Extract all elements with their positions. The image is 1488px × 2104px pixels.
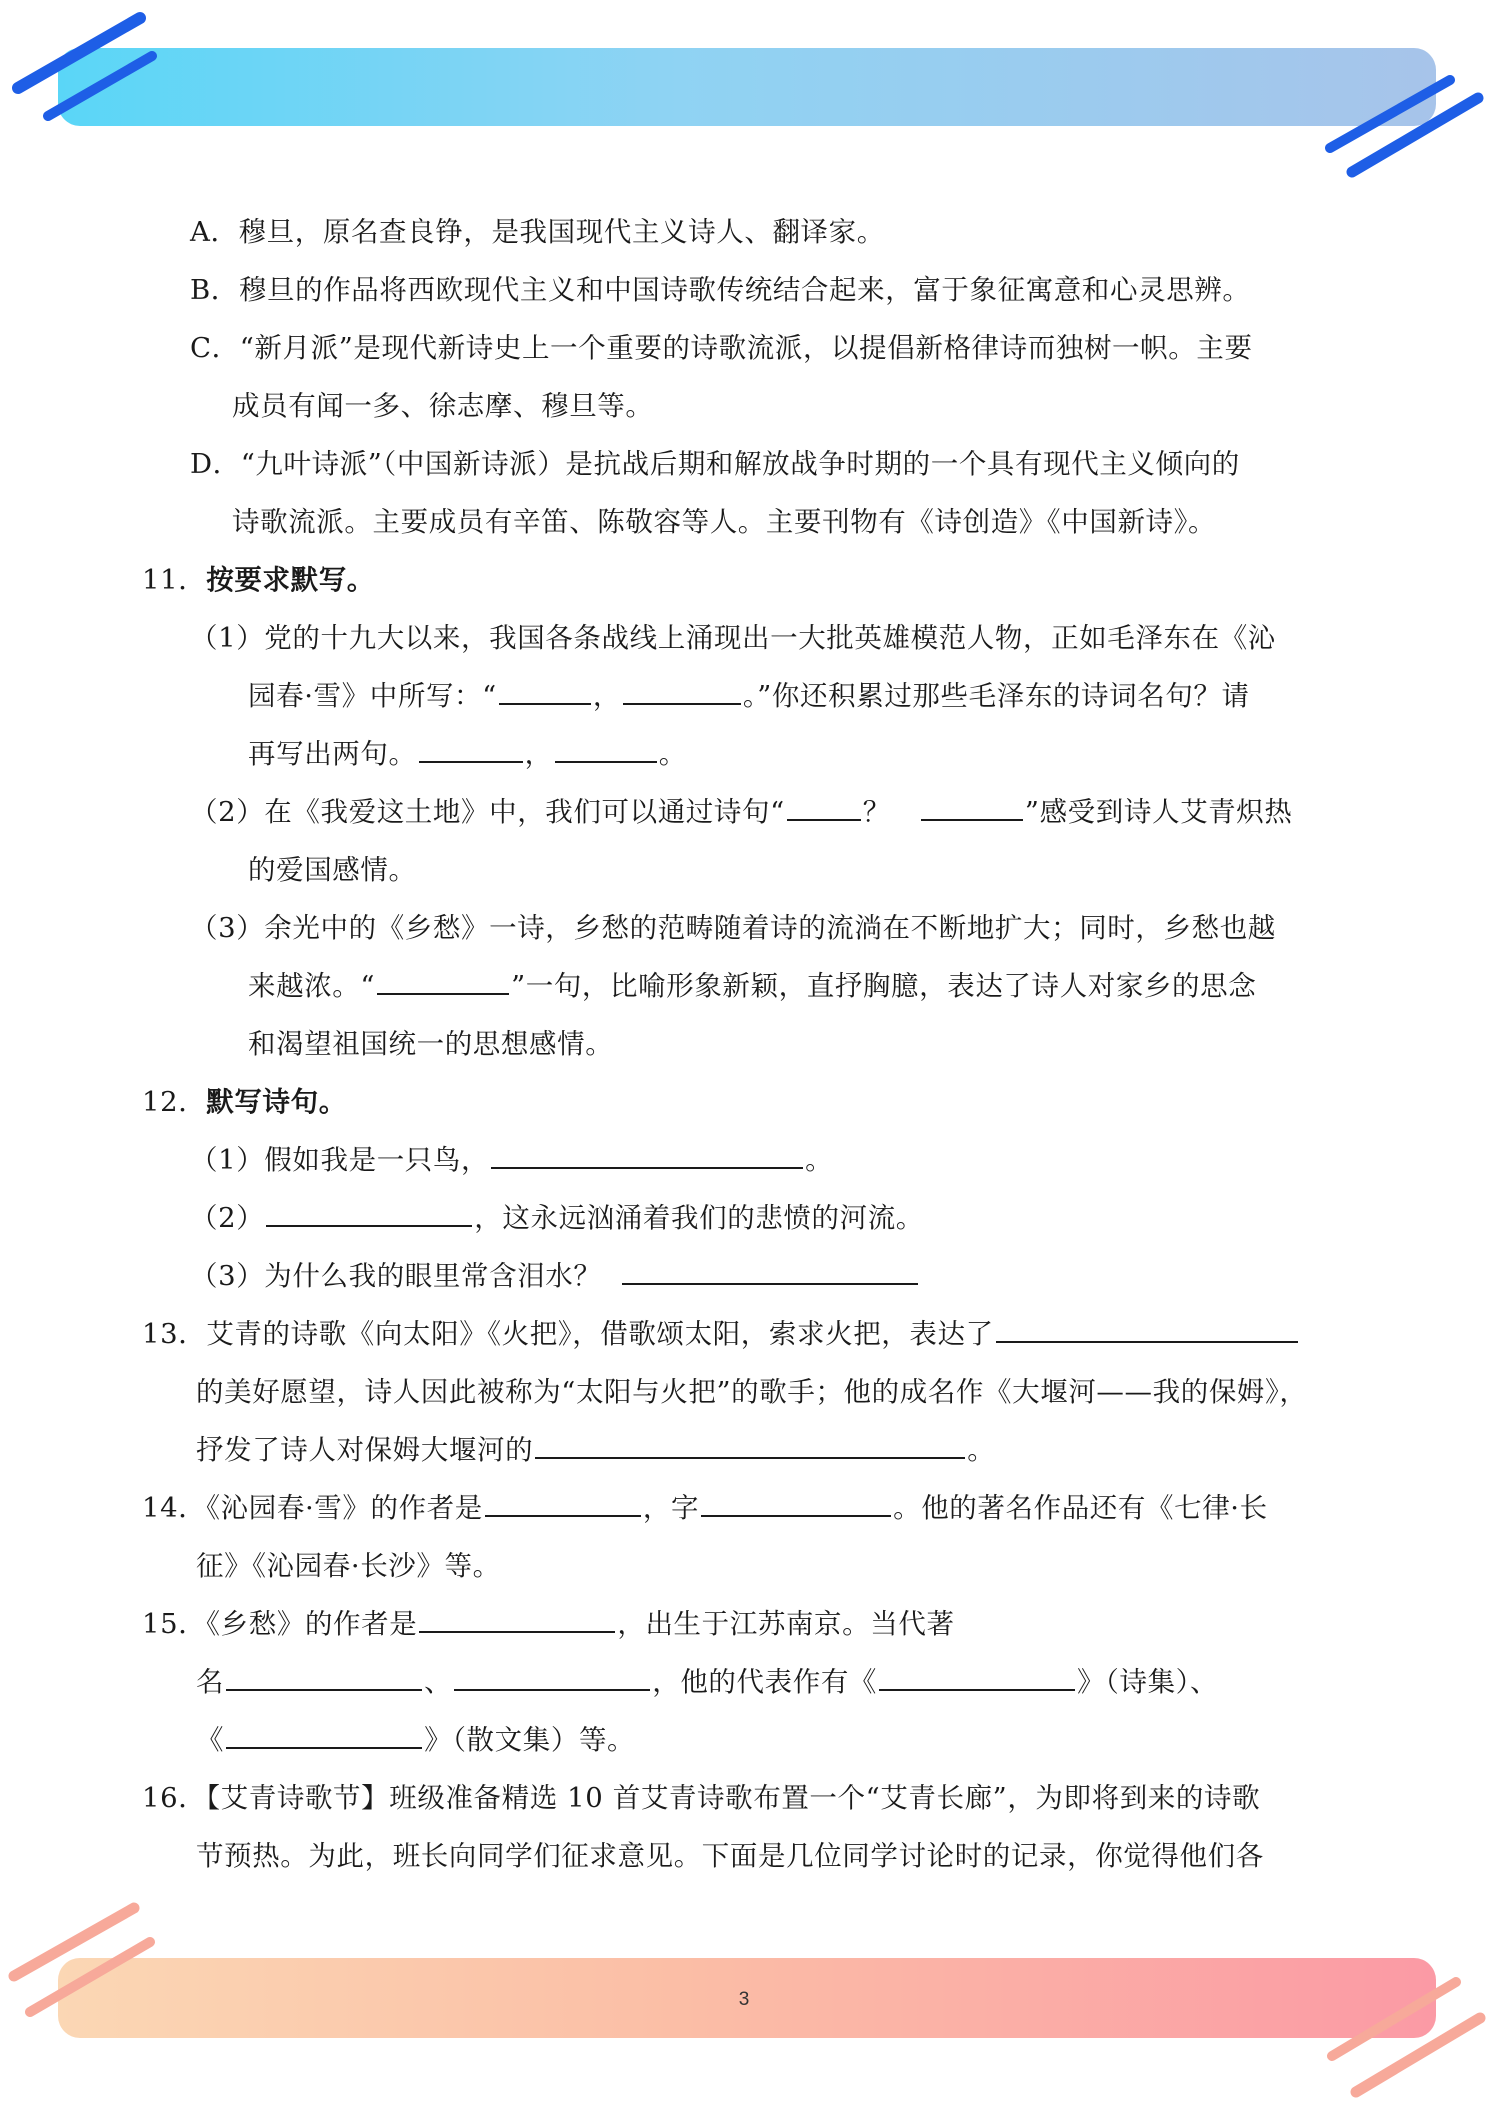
text: （1）假如我是一只鸟， (190, 1144, 490, 1176)
answer-blank[interactable] (454, 1663, 650, 1691)
text: ，字 (642, 1492, 700, 1524)
q11-part2-line2: 的爱国感情。 (248, 854, 417, 886)
answer-blank[interactable] (377, 967, 509, 995)
text: 再写出两句。 (248, 738, 417, 770)
text: 《 (196, 1724, 225, 1756)
text: 13．艾青的诗歌《向太阳》《火把》，借歌颂太阳，索求火把，表达了 (142, 1318, 994, 1350)
header-stripes-left (0, 0, 180, 140)
answer-blank[interactable] (226, 1721, 422, 1749)
question-title: 按要求默写。 (206, 564, 375, 596)
q12-part3 (190, 1256, 920, 1296)
answer-blank[interactable] (499, 677, 591, 705)
text: （2） (190, 1202, 265, 1234)
text: 》（散文集）等。 (424, 1724, 636, 1756)
text: ， (524, 738, 553, 770)
answer-blank[interactable] (535, 1431, 965, 1459)
header-stripes-right (1310, 60, 1488, 190)
text: 名 (196, 1666, 225, 1698)
text: 14．《沁园春·雪》的作者是 (142, 1492, 483, 1524)
answer-blank[interactable] (701, 1489, 891, 1517)
q11-part3-line3: 和渴望祖国统一的思想感情。 (248, 1028, 614, 1060)
answer-blank[interactable] (787, 793, 861, 821)
question-title: 默写诗句。 (206, 1086, 347, 1118)
q11-part1-line3 (248, 734, 687, 774)
question-11-heading (142, 560, 375, 600)
q13-line2: 的美好愿望，诗人因此被称为“太阳与火把”的歌手；他的成名作《大堰河——我的保姆》， (196, 1376, 1308, 1408)
text: ，他的代表作有《 (652, 1666, 878, 1698)
q11-part1-line1: （1）党的十九大以来，我国各条战线上涌现出一大批英雄模范人物，正如毛泽东在《沁 (190, 622, 1276, 654)
answer-blank[interactable] (623, 677, 741, 705)
q16-line2: 节预热。为此，班长向同学们征求意见。下面是几位同学讨论时的记录，你觉得他们各 (196, 1840, 1264, 1872)
text: ”一句，比喻形象新颖，直抒胸臆，表达了诗人对家乡的思念 (511, 970, 1257, 1002)
option-b: B．穆旦的作品将西欧现代主义和中国诗歌传统结合起来，富于象征寓意和心灵思辨。 (190, 274, 1251, 306)
text: 、 (424, 1666, 453, 1698)
option-d-line1: D．“九叶诗派”（中国新诗派）是抗战后期和解放战争时期的一个具有现代主义倾向的 (190, 448, 1240, 480)
answer-blank[interactable] (921, 793, 1023, 821)
text: 。”你还积累过那些毛泽东的诗词名句？请 (742, 680, 1250, 712)
footer-stripes-left (0, 1900, 180, 2040)
answer-blank[interactable] (491, 1141, 803, 1169)
answer-blank[interactable] (419, 1605, 615, 1633)
text: 。 (967, 1434, 996, 1466)
text: ？ (862, 796, 891, 828)
page-number: 3 (738, 1989, 750, 2010)
question-number: 11． (142, 564, 207, 596)
footer-stripes-right (1320, 1960, 1488, 2104)
q16-line1: 16．【艾青诗歌节】班级准备精选 10 首艾青诗歌布置一个“艾青长廊”，为即将到来的诗歌 (142, 1782, 1261, 1814)
q13-line3 (196, 1430, 995, 1470)
q11-part2-line1 (190, 792, 1292, 832)
text: 》（诗集）、 (1077, 1666, 1219, 1698)
text: ”感受到诗人艾青炽热 (1024, 796, 1293, 828)
option-c-line1: C．“新月派”是现代新诗史上一个重要的诗歌流派，以提倡新格律诗而独树一帜。主要 (190, 332, 1253, 364)
answer-blank[interactable] (996, 1315, 1298, 1343)
text: ，出生于江苏南京。当代著 (617, 1608, 955, 1640)
header-band (58, 48, 1436, 126)
q15-line3 (196, 1720, 635, 1760)
text: 园春·雪》中所写：“ (248, 680, 497, 712)
text: 抒发了诗人对保姆大堰河的 (196, 1434, 534, 1466)
text: 15．《乡愁》的作者是 (142, 1608, 418, 1640)
q11-part3-line2 (248, 966, 1256, 1006)
text: 来越浓。“ (248, 970, 376, 1002)
text: （3）为什么我的眼里常含泪水？ (190, 1260, 602, 1292)
q14-line2: 征》《沁园春·长沙》等。 (196, 1550, 501, 1582)
answer-blank[interactable] (485, 1489, 641, 1517)
q13-line1 (142, 1314, 1300, 1354)
text: ，这永远汹涌着我们的悲愤的河流。 (474, 1202, 924, 1234)
text: （2）在《我爱这土地》中，我们可以通过诗句“ (190, 796, 785, 828)
answer-blank[interactable] (622, 1257, 918, 1285)
q15-line2 (196, 1662, 1218, 1702)
q14-line1 (142, 1488, 1268, 1528)
answer-blank[interactable] (419, 735, 523, 763)
q11-part1-line2 (248, 676, 1250, 716)
text: 。 (658, 738, 687, 770)
q12-part2 (190, 1198, 924, 1238)
option-a: A．穆旦，原名查良铮，是我国现代主义诗人、翻译家。 (190, 216, 885, 248)
question-12-heading (142, 1082, 347, 1122)
text: 。他的著名作品还有《七律·长 (893, 1492, 1268, 1524)
text: ， (592, 680, 621, 712)
q15-line1 (142, 1604, 955, 1644)
q12-part1 (190, 1140, 833, 1180)
answer-blank[interactable] (555, 735, 657, 763)
answer-blank[interactable] (879, 1663, 1075, 1691)
answer-blank[interactable] (266, 1199, 472, 1227)
question-number: 12． (142, 1086, 207, 1118)
option-c-line2: 成员有闻一多、徐志摩、穆旦等。 (232, 390, 654, 422)
q11-part3-line1: （3）余光中的《乡愁》一诗，乡愁的范畴随着诗的流淌在不断地扩大；同时，乡愁也越 (190, 912, 1276, 944)
answer-blank[interactable] (226, 1663, 422, 1691)
option-d-line2: 诗歌流派。主要成员有辛笛、陈敬容等人。主要刊物有《诗创造》《中国新诗》。 (232, 506, 1217, 538)
text: 。 (805, 1144, 834, 1176)
